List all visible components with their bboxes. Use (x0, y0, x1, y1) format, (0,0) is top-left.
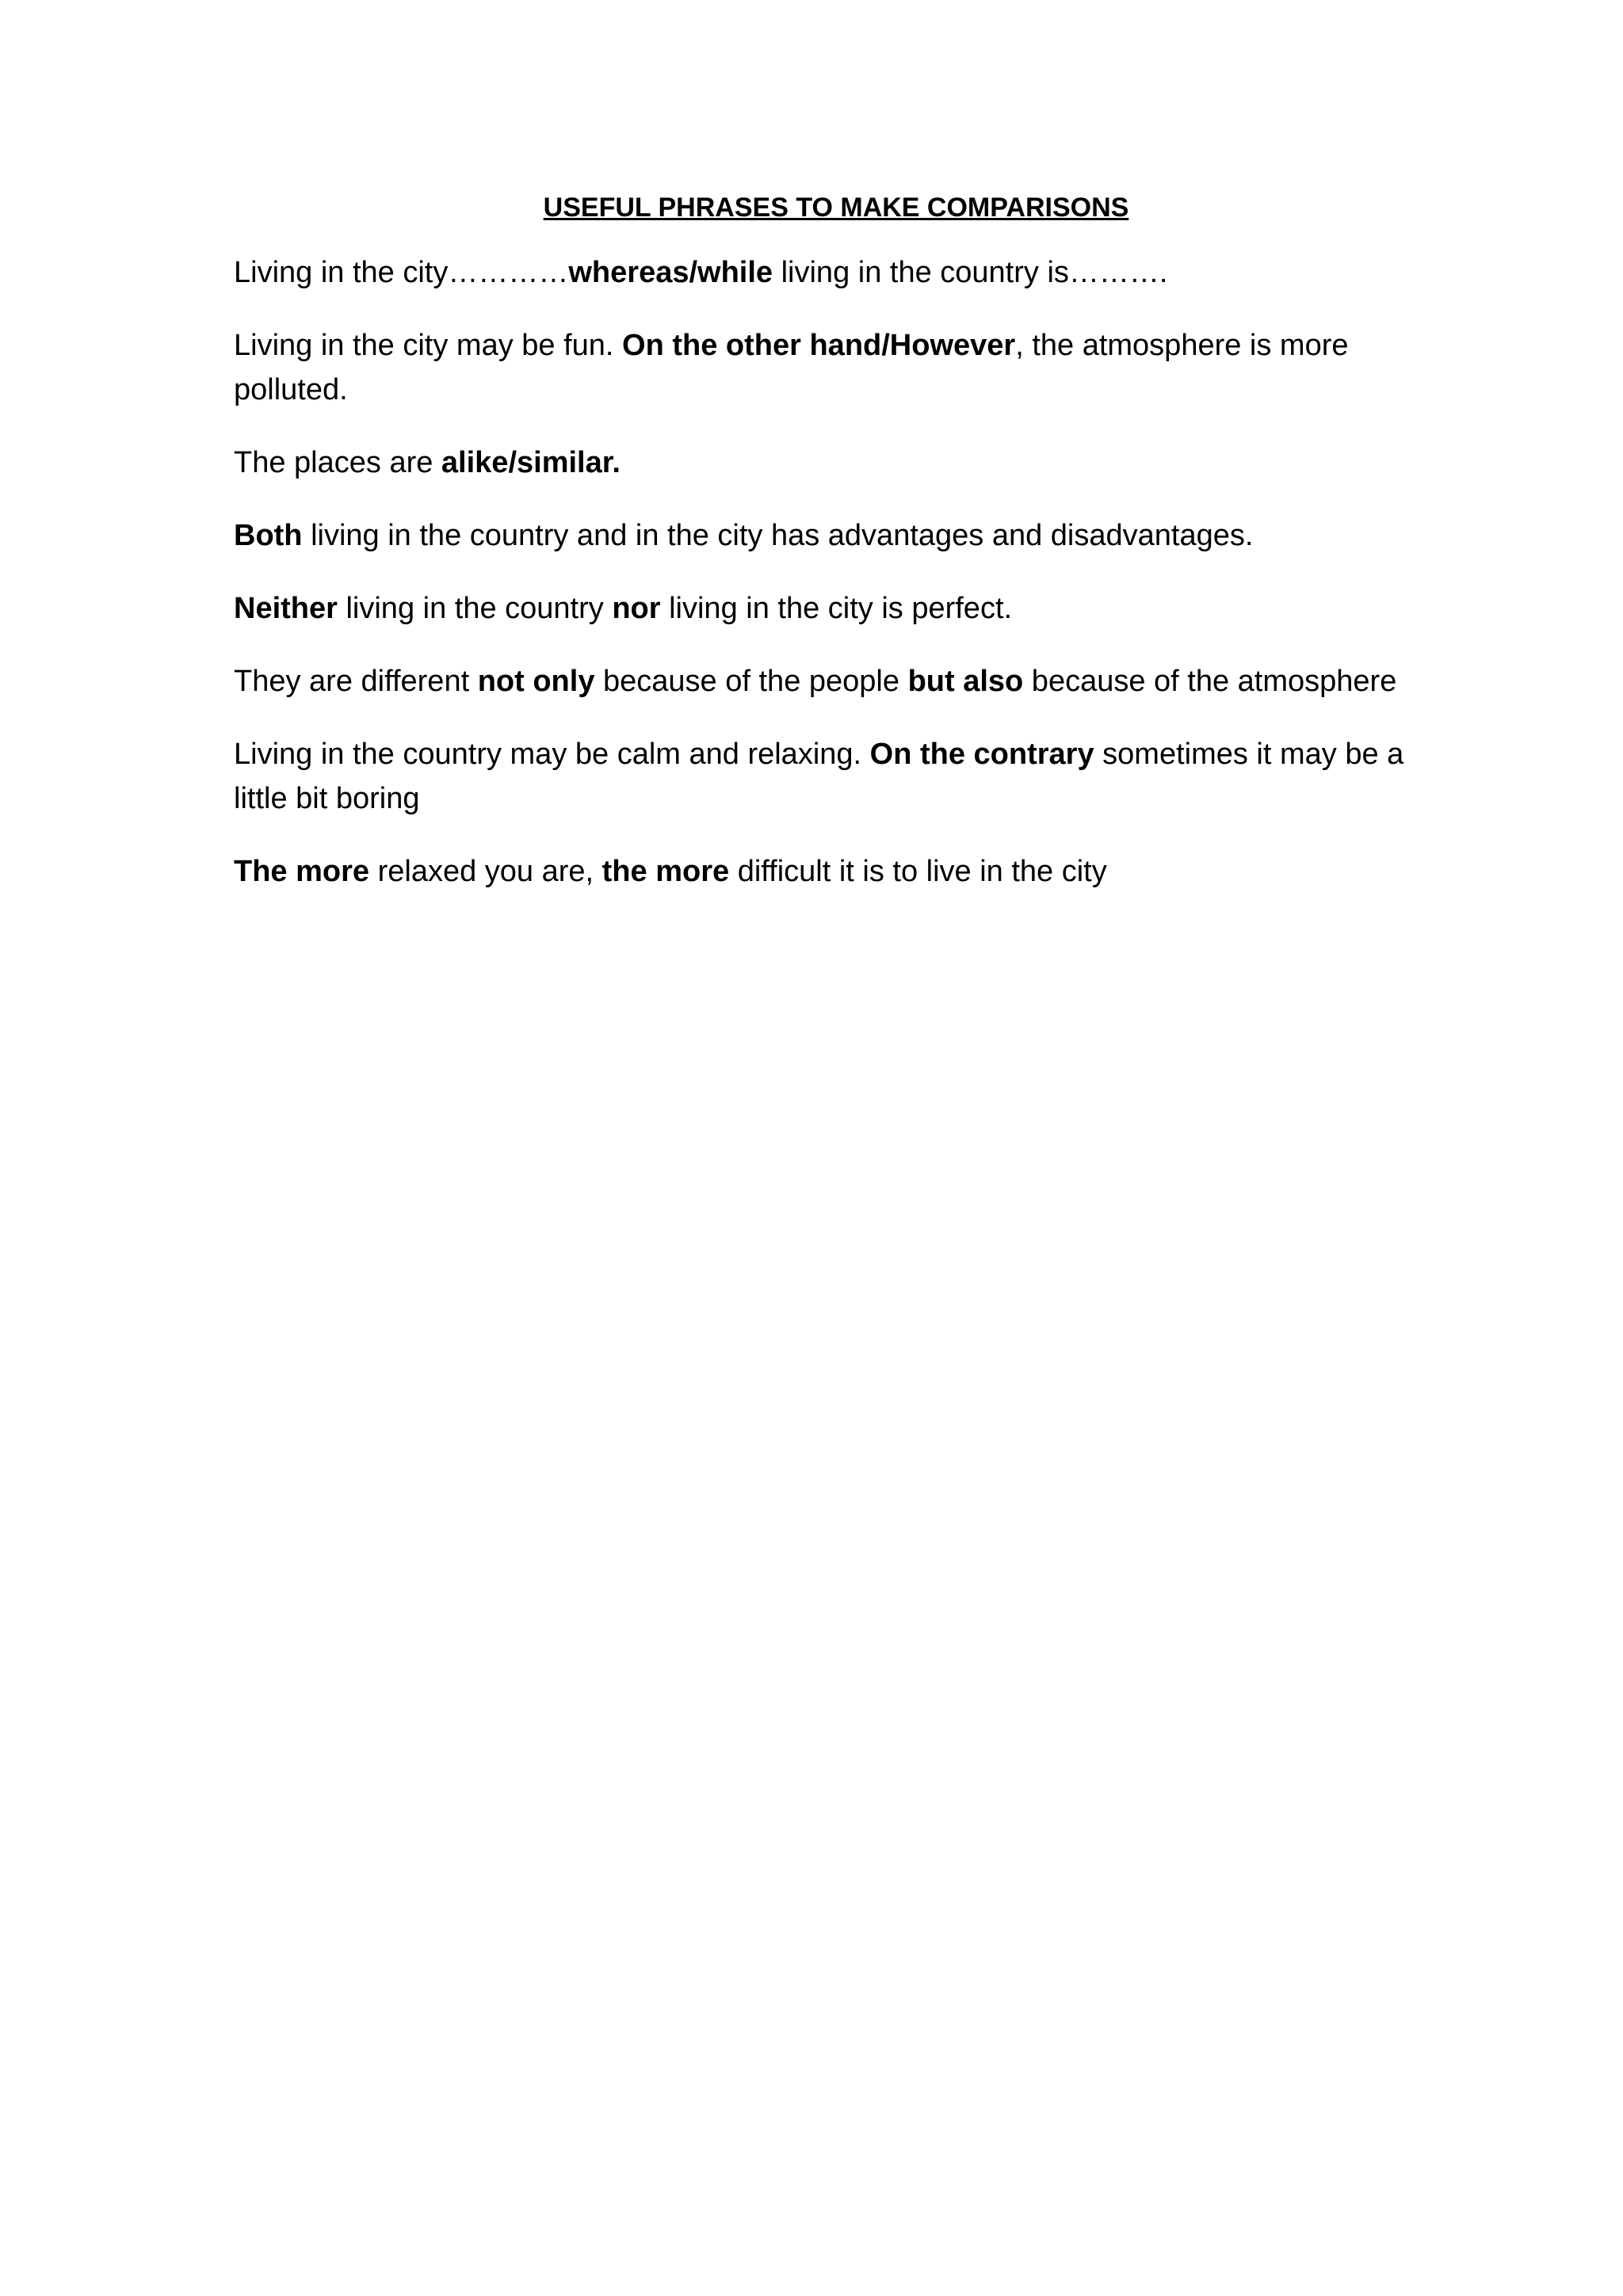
phrase-text: sometimes it may be a little bit boring (234, 738, 1404, 815)
phrase-keyword: alike/similar. (441, 446, 621, 479)
phrase-keyword: nor (612, 592, 661, 625)
phrase-text: living in the country is………. (773, 256, 1168, 289)
phrase-keyword: On the other hand/However (622, 329, 1016, 362)
phrase-keyword: The more (234, 855, 370, 888)
phrase-text: Living in the country may be calm and relaxing. (234, 738, 870, 771)
phrase-line (234, 441, 1407, 485)
phrase-text: relaxed you are, (369, 855, 602, 888)
phrase-line (234, 849, 1407, 894)
document-content (234, 190, 1407, 922)
document-title: USEFUL PHRASES TO MAKE COMPARISONS (543, 193, 1129, 223)
phrase-line (234, 323, 1407, 412)
phrase-keyword: Both (234, 519, 303, 552)
phrase-text: because of the people (594, 665, 908, 698)
phrase-keyword: the more (601, 855, 730, 888)
phrase-keyword: Neither (234, 592, 338, 625)
phrase-line (234, 659, 1407, 704)
phrase-text: living in the country (337, 592, 613, 625)
phrase-list (234, 250, 1407, 894)
phrase-keyword: but also (907, 665, 1024, 698)
phrase-keyword: not only (477, 665, 595, 698)
phrase-line (234, 513, 1407, 558)
phrase-keyword: On the contrary (869, 738, 1094, 771)
phrase-text: Living in the city may be fun. (234, 329, 623, 362)
phrase-line (234, 586, 1407, 631)
phrase-text: living in the city is perfect. (660, 592, 1013, 625)
phrase-text: , the atmosphere is more polluted. (234, 329, 1349, 406)
phrase-text: difficult it is to live in the city (729, 855, 1107, 888)
phrase-text: The places are (234, 446, 441, 479)
phrase-keyword: whereas/while (568, 256, 773, 289)
phrase-line (234, 250, 1407, 295)
phrase-text: living in the country and in the city has advantages and disadvantages. (302, 519, 1254, 552)
phrase-line (234, 732, 1407, 821)
phrase-text: Living in the city………… (234, 256, 569, 289)
phrase-text: because of the atmosphere (1023, 665, 1397, 698)
phrase-text: They are different (234, 665, 478, 698)
